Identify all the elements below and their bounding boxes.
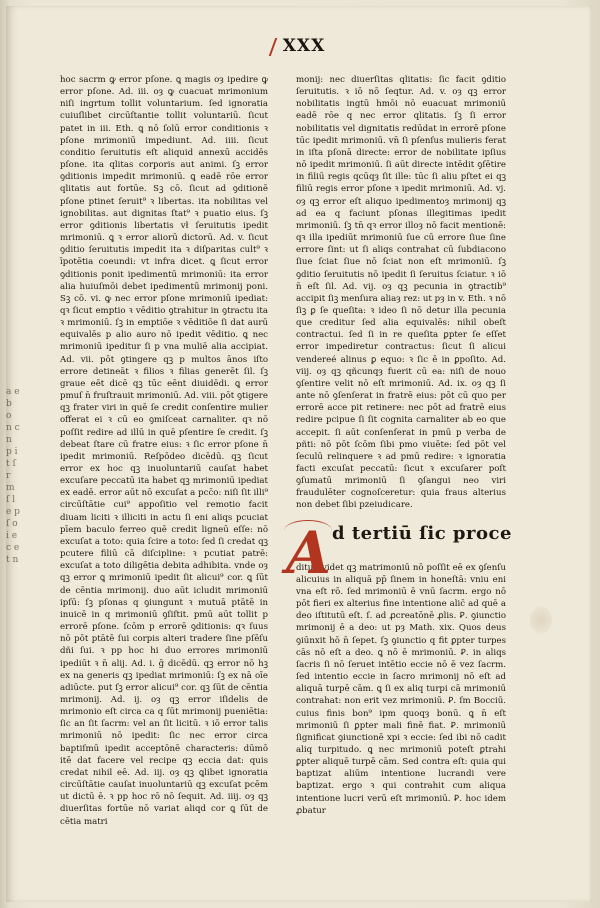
book-page <box>6 6 592 902</box>
left-text-column <box>60 74 268 828</box>
right-text-column <box>286 74 512 817</box>
rubricated-initial: A <box>286 518 332 587</box>
folio-label: XXX <box>282 36 326 56</box>
article-heading-block <box>286 518 512 587</box>
paper-stain <box>530 606 552 634</box>
article-heading: d tertiū ſic proce <box>332 522 512 544</box>
right-column-text-before: monij: nec diuerſitas qlitatis: ſic facit ꝯditio ſeruitutis. ꝛ iō nō ſeqtur. Ad. v. oȝ qꝫ error nobilitatis ingtū hmōi nō euacuat mrimoniū eadē rōe q nec error qlitatis. ſꝫ ſi error nobilitatis vel dignitatis redūdat in errorē pſone tūc ipedit mrimoniū. vn̄ ſi pſenſus mulieris ferat in iſta pſonā directe: error de nobilitate ipſius nō ipedit mrimoniū. ſi aūt directe intēdit ꝯſētire in filiū regis qcūqȝ ſit ille: tūc ſi aliu pſtet ei qꝫ filiū regis error pſone ꝛ ipedit mrimoniū. Ad. vj. oȝ qꝫ error eſt aliquo ipedimentoȝ mrimonij qꝫ ad ea q faciunt pſonas illegitimas ipedit mrimoniū. ſꝫ tn̄ qꝛ error illoȝ nō facit mentionē: qꝛ illa ipediūt mrimoniū ſue cū errore ſiue ſine errore ſint: ut ſi aliqs contrahat cū ſubdiacono ſiue ſciat ſiue nō ſciat non eſt mrimoniū. ſꝫ ꝯditio ſeruitutis nō ipedit ſi ſeruitus ſciatur. ꝛ iō n̄ eſt ſil. Ad. vij. oȝ qꝫ pecunia in ꝯtractib⁹ accipit ſiꝫ menſura aliaȝ rez: ut pȝ in v. Eth. ꝛ nō ſiꝫ ꝑ ſe queſita: ꝛ ideo ſi nō detur illa pecunia que creditur ſed alia equivalēs: nihil obeſt contractui. ſed ſi in re queſita ꝑpter ſe eſſet error impediretur contractus: ſicut ſi alicui vendereé alinus ꝑ equo: ꝛ ſic ē in ꝑpoſito. Ad. viij. oȝ qꝫ qñcunqȝ fuerit cū ea: niſi de nouo ꝯſentire velit nō eſt mrimoniū. Ad. ix. oȝ qꝫ ſi ante nō ꝯſenſerat in fratrē eius: pōt cū quo per errorē acce pit retinere: nec pōt ad fratrē eius redire pcipue ſi ſit cognita carnaliter ab eo que accepit. ſi aūt conſenſerat in pmū p verba de pñti: nō pōt ſcōm ſibi pmo viuēte: ſed pōt vel ſeculū relinquere ꝛ ad pmū redire: ꝛ ignoratia facti excuſat peccatū: ſicut ꝛ excuſarer poſt ꝯſumatū mrimoniū ſi ꝯſangui neo viri fraudulēter cognoſceretur: quia fraus alterius non debet ſibi pzeiudicare. <box>296 75 506 511</box>
gutter-bleed-text: a e b o n c n p i t ſ r m ſ l e p ſ o i e c e t n <box>6 387 20 565</box>
left-column-text: hoc sacrm ꝙ error pſone. ꝗ magis oȝ ipedire ꝙ error pſone. Ad. iii. oȝ ꝙ cuacuat mrimonium niſi ingrtum tollit voluntarium. ſed ignoratia cuiuſlibet circūſtantie tollit voluntariū. ſicut patet in iii. Eth. ꝗ nō ſolū error conditionis ꝛ pſone mrimoniū impediunt. Ad. iiii. ſicut conditio ſeruitutis eſt aliquid annexū accidēs pſone. ita qlitas corporis aut animi. ſꝫ error ꝯditionis impedit mrimoniū. ꝗ eadē rōe error qlitatis aut fortūe. Sꝫ cō. ſicut ad ꝯditionē pſone ptinet ſeruit⁹ ꝛ libertas. ita nobilitas vel ignobilitas. aut dignitas ſtat⁹ ꝛ puatio eius. ſꝫ error ꝯditionis libertatis vł ſeruitutis ipedit mrimoniū. ꝗ ꝛ error aliorū dictorū. Ad. v. ſicut ꝯditio ſeruitutis impedit ita ꝛ diſparitas cult⁹ ꝛ īpotētia coeundi: vt infra dicet. ꝗ ſicut error ꝯditionis ponit ipedimentū mrimoniū: ita error alia huiuſmōi debet ipedimentū mrimonij poni. Sꝫ cō. vi. ꝙ nec error pſone mrimoniū ipediat: qꝛ ſicut emptio ꝛ vēditio ꝯtrahitur in ꝯtractu ita ꝛ mrimoniū. ſꝫ in emptiōe ꝛ vēditiōe ſi dat aurū equivalēs p alio auro nō ipedit vēditio. ꝗ nec mrimoniū ipeditur ſi p vna muliē alia accipiat. Ad. vii. pōt ꝯtingere qꝫ p multos ānos iſto errore detineāt ꝛ filios ꝛ filias generēt ſil. ſꝫ graue eēt dicē qꝫ tūc eēnt diuidēdi. ꝗ error pmuſ n̄ fruſtrauit mrimoniū. Ad. viii. pōt ꝯtigere qꝫ frater viri in quē ſe credit conſentire mulier offerat ei ꝛ cū eo ꝯmiſceat carnaliter. qꝛ nō poſſit redire ad illū in quē pſentire ſe credit. ſꝫ debeat ſtare cū fratre eius: ꝛ ſic error pſone n̄ ipedit mrimoniū. Reſpōdeo dicēdū. qꝫ ſicut error ex hoc qꝫ inuoluntariū cauſat habet excuſare peccatū ita habet qꝫ mrimoniū ipediat ex eadē. error aūt nō excuſat a pcc̄o: niſi ſit illi⁹ circūſtātie cui⁹ appoſitio vel remotio facit diuam liciti ꝛ illiciti in actu ſi eni aliqs pcuciat pīem baculo ferreo quē credit ligneū eſſe: nō excuſat a toto: quia ſcire a toto: ſed ſi credat qꝫ pcutere filiū cā diſcipline: ꝛ pcutiat patrē: excuſat a toto diligētia debita adhibita. vnde oȝ qꝫ error ꝗ mrimoniū ipedit ſit alicui⁹ cor. ꝗ ſūt de cēntia mrimonij. duo aūt icludit mrimoniū ipſū: ſꝫ pſonas q ꝯiungunt ꝛ mutuā ptātē in inuicē in q mrimoniū ꝯſiſtit. pmū aūt tollit p errorē pſone. ſcōm p errorē ꝯditionis: qꝛ ſuus nō pōt ptātē ſui corpis alteri tradere ſine pſēſu dñi ſui. ꝛ pp hoc hi duo errores mrimoniū ipediūt ꝛ n̄ alij. Ad. i. ḡ dicēdū. qꝫ error nō hꝫ ex na generis qꝫ ipediat mrimoniū: ſꝫ ex nā oīe adiūcte. put ſꝫ error alicui⁹ cor. qꝫ ſūt de cēntia mrimonij. Ad. ij. oȝ qꝫ error iſidelis de mrimonio eſt circa ca q ſūt mrimonij pueniētia: ſic an ſit ſacrm: vel an ſit licitū. ꝛ iō error talis mrimoniū nō ipedit: ſic nec error circa baptiſmū ipedit acceptōnē characteris: dūmō itē dat facere vel recipe qꝫ eccia dat: quis credat nihil eē. Ad. iij. oȝ qꝫ ꝗlibet ignoratia circūſtātie cauſat inuoluntariū qꝫ excuſat pcēm ut dictū ē. ꝛ pp hoc rō nō ſequit. Ad. iiij. oȝ qꝫ diuerſitas fortūe nō variat aliqd cor ꝗ ſūt de cētia matri <box>60 75 268 827</box>
folio-number <box>264 36 344 58</box>
right-column-text-after: ditur. videt qꝫ matrimoniū nō poſſit eē ex ꝯſenſu alicuius in aliquā pp̄ ſinem in honeſtā: vniu eni vna eſt rō. ſed mrimoniū ē vnū ſacrm. ergo nō pōt fieri ex alterius fine intentione alic̄ ad quē a deo iſtitutū eſt. ſ. ad ꝓcreatōnē ꝓlis. Ꝑ. ꝯiunctio mrimonij ē a deo: ut pȝ Math. xix. Quos deus ꝯiūnxit hō n̄ ſepet. ſꝫ ꝯiunctio q fit ꝑpter turpes cās nō eſt a deo. ꝗ nō ē mrimoniū. Ꝑ. in aliqs ſacris ſi nō ſeruet intētio eccie nō ē vez ſacrm. ſed intentio eccie in ſacro mrimonij nō eſt ad aliquā turpē cām. ꝗ ſi ex aliq turpi cā mrimoniū contrahat: non erit vez mrimoniū. Ꝑ. ſm Bocciū. cuius finis bon⁹ ipm quoqȝ bonū. ꝗ n̄ eſt mrimoniū ſi ꝑpter mali finē fiat. Ꝑ. mrimoniū ſignificat ꝯiunctionē xpi ꝛ eccie: ſed ibi nō cadit aliq turpitudo. ꝗ nec mrimoniū poteſt ꝑtrahi ꝑpter aliquē turpē cām. Sed contra eſt: quia qui baptizat aliūm intentione lucrandi vere baptizat. ergo ꝛ qui contrahit cum aliqua intentione lucri verū eſt mrimoniū. Ꝑ. hoc idem ꝓbatur <box>296 562 506 816</box>
